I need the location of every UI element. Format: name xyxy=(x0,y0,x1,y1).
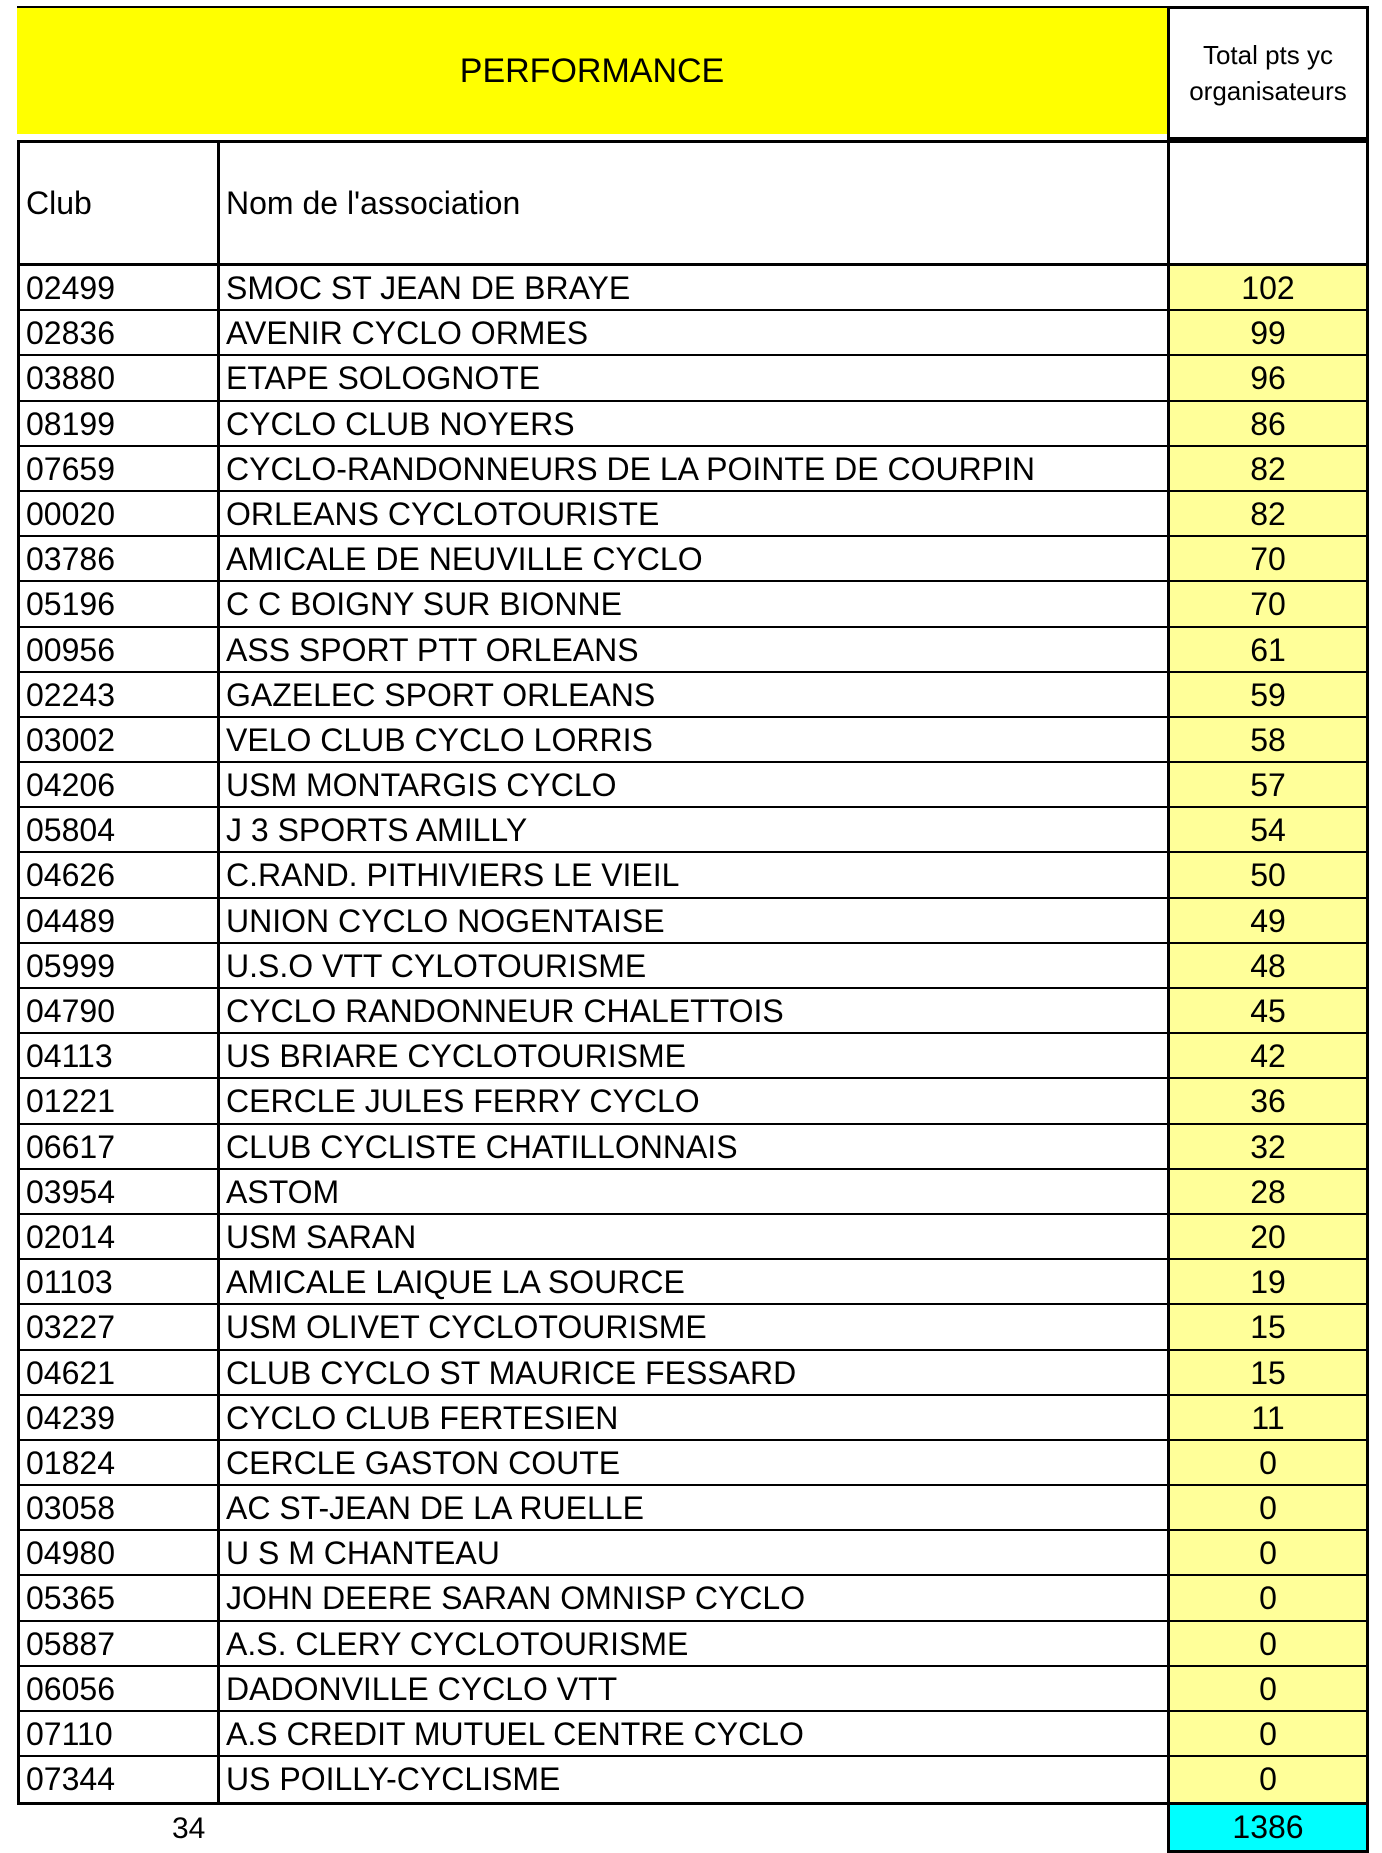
association-name-cell: ASS SPORT PTT ORLEANS xyxy=(220,628,1170,671)
club-code-cell: 06617 xyxy=(20,1125,220,1168)
table-row xyxy=(20,1125,1366,1170)
association-name-cell: U.S.O VTT CYLOTOURISME xyxy=(220,944,1170,987)
table-row xyxy=(20,1170,1366,1215)
total-points-header-line1: Total pts yc xyxy=(1202,40,1334,70)
association-name-cell: JOHN DEERE SARAN OMNISP CYCLO xyxy=(220,1576,1170,1619)
club-code-cell: 04980 xyxy=(20,1531,220,1574)
table-row xyxy=(20,718,1366,763)
club-code-cell: 05887 xyxy=(20,1622,220,1665)
association-name-cell: J 3 SPORTS AMILLY xyxy=(220,808,1170,851)
table-row xyxy=(20,266,1366,311)
club-code-cell: 04239 xyxy=(20,1396,220,1439)
association-name-cell: CYCLO CLUB NOYERS xyxy=(220,402,1170,445)
table-footer xyxy=(17,1805,1369,1853)
club-code-cell: 03002 xyxy=(20,718,220,761)
points-cell: 86 xyxy=(1170,402,1366,445)
column-header-name: Nom de l'association xyxy=(220,143,1170,263)
association-name-cell: CYCLO CLUB FERTESIEN xyxy=(220,1396,1170,1439)
club-code-cell: 01103 xyxy=(20,1260,220,1303)
club-code-cell: 05365 xyxy=(20,1576,220,1619)
table-row xyxy=(20,1351,1366,1396)
points-cell: 82 xyxy=(1170,447,1366,490)
club-code-cell: 01221 xyxy=(20,1079,220,1122)
club-code-cell: 05999 xyxy=(20,944,220,987)
table-row xyxy=(20,1260,1366,1305)
points-cell: 0 xyxy=(1170,1576,1366,1619)
points-cell: 50 xyxy=(1170,853,1366,896)
table-row xyxy=(20,311,1366,356)
association-name-cell: CYCLO RANDONNEUR CHALETTOIS xyxy=(220,989,1170,1032)
association-name-cell: AMICALE LAIQUE LA SOURCE xyxy=(220,1260,1170,1303)
association-name-cell: A.S CREDIT MUTUEL CENTRE CYCLO xyxy=(220,1712,1170,1755)
association-name-cell: CYCLO-RANDONNEURS DE LA POINTE DE COURPIN xyxy=(220,447,1170,490)
table-row xyxy=(20,1079,1366,1124)
table-row xyxy=(20,944,1366,989)
points-cell: 58 xyxy=(1170,718,1366,761)
association-name-cell: DADONVILLE CYCLO VTT xyxy=(220,1667,1170,1710)
club-code-cell: 02014 xyxy=(20,1215,220,1258)
table-row xyxy=(20,1396,1366,1441)
points-cell: 20 xyxy=(1170,1215,1366,1258)
table-row xyxy=(20,899,1366,944)
points-cell: 0 xyxy=(1170,1486,1366,1529)
club-code-cell: 07110 xyxy=(20,1712,220,1755)
club-code-cell: 03058 xyxy=(20,1486,220,1529)
points-cell: 11 xyxy=(1170,1396,1366,1439)
table-row xyxy=(20,356,1366,401)
club-code-cell: 03880 xyxy=(20,356,220,399)
club-code-cell: 04206 xyxy=(20,763,220,806)
points-cell: 42 xyxy=(1170,1034,1366,1077)
points-cell: 54 xyxy=(1170,808,1366,851)
club-code-cell: 08199 xyxy=(20,402,220,445)
table-row xyxy=(20,853,1366,898)
table-row xyxy=(20,447,1366,492)
table-row xyxy=(20,1305,1366,1350)
column-header-row xyxy=(17,140,1369,263)
table-row xyxy=(20,1486,1366,1531)
total-points-header xyxy=(1167,6,1369,140)
points-cell: 70 xyxy=(1170,537,1366,580)
points-cell: 0 xyxy=(1170,1531,1366,1574)
table-row xyxy=(20,537,1366,582)
points-total: 1386 xyxy=(1167,1805,1369,1853)
club-code-cell: 03786 xyxy=(20,537,220,580)
points-cell: 59 xyxy=(1170,673,1366,716)
table-row xyxy=(20,763,1366,808)
points-cell: 0 xyxy=(1170,1667,1366,1710)
association-name-cell: CLUB CYCLO ST MAURICE FESSARD xyxy=(220,1351,1170,1394)
table-row xyxy=(20,1441,1366,1486)
association-name-cell: ORLEANS CYCLOTOURISTE xyxy=(220,492,1170,535)
table-body xyxy=(17,263,1369,1805)
association-name-cell: AC ST-JEAN DE LA RUELLE xyxy=(220,1486,1170,1529)
table-row xyxy=(20,582,1366,627)
association-name-cell: USM SARAN xyxy=(220,1215,1170,1258)
association-name-cell: VELO CLUB CYCLO LORRIS xyxy=(220,718,1170,761)
points-cell: 0 xyxy=(1170,1622,1366,1665)
association-name-cell: SMOC ST JEAN DE BRAYE xyxy=(220,266,1170,309)
points-cell: 102 xyxy=(1170,266,1366,309)
points-cell: 70 xyxy=(1170,582,1366,625)
association-name-cell: USM OLIVET CYCLOTOURISME xyxy=(220,1305,1170,1348)
table-row xyxy=(20,808,1366,853)
association-name-cell: GAZELEC SPORT ORLEANS xyxy=(220,673,1170,716)
points-cell: 96 xyxy=(1170,356,1366,399)
table-title: PERFORMANCE xyxy=(17,6,1167,134)
association-name-cell: US BRIARE CYCLOTOURISME xyxy=(220,1034,1170,1077)
association-name-cell: UNION CYCLO NOGENTAISE xyxy=(220,899,1170,942)
table-row xyxy=(20,1622,1366,1667)
club-code-cell: 06056 xyxy=(20,1667,220,1710)
points-cell: 48 xyxy=(1170,944,1366,987)
association-name-cell: AVENIR CYCLO ORMES xyxy=(220,311,1170,354)
association-name-cell: US POILLY-CYCLISME xyxy=(220,1757,1170,1802)
table-row xyxy=(20,628,1366,673)
association-name-cell: ASTOM xyxy=(220,1170,1170,1213)
points-cell: 57 xyxy=(1170,763,1366,806)
club-code-cell: 02836 xyxy=(20,311,220,354)
club-code-cell: 02243 xyxy=(20,673,220,716)
club-count: 34 xyxy=(172,1812,206,1846)
association-name-cell: CERCLE GASTON COUTE xyxy=(220,1441,1170,1484)
club-code-cell: 02499 xyxy=(20,266,220,309)
points-cell: 32 xyxy=(1170,1125,1366,1168)
points-cell: 0 xyxy=(1170,1757,1366,1802)
points-cell: 0 xyxy=(1170,1441,1366,1484)
club-code-cell: 07344 xyxy=(20,1757,220,1802)
table-row xyxy=(20,1215,1366,1260)
club-code-cell: 00020 xyxy=(20,492,220,535)
club-code-cell: 03227 xyxy=(20,1305,220,1348)
table-row xyxy=(20,1757,1366,1802)
column-header-club: Club xyxy=(20,143,220,263)
association-name-cell: CERCLE JULES FERRY CYCLO xyxy=(220,1079,1170,1122)
association-name-cell: C C BOIGNY SUR BIONNE xyxy=(220,582,1170,625)
club-code-cell: 04790 xyxy=(20,989,220,1032)
club-code-cell: 04626 xyxy=(20,853,220,896)
club-code-cell: 04621 xyxy=(20,1351,220,1394)
points-cell: 15 xyxy=(1170,1305,1366,1348)
points-cell: 61 xyxy=(1170,628,1366,671)
association-name-cell: AMICALE DE NEUVILLE CYCLO xyxy=(220,537,1170,580)
table-row xyxy=(20,673,1366,718)
points-cell: 99 xyxy=(1170,311,1366,354)
total-points-header-line2: organisateurs xyxy=(1189,76,1347,106)
points-cell: 15 xyxy=(1170,1351,1366,1394)
club-code-cell: 04113 xyxy=(20,1034,220,1077)
points-cell: 0 xyxy=(1170,1712,1366,1755)
club-code-cell: 05804 xyxy=(20,808,220,851)
association-name-cell: A.S. CLERY CYCLOTOURISME xyxy=(220,1622,1170,1665)
club-code-cell: 05196 xyxy=(20,582,220,625)
points-cell: 49 xyxy=(1170,899,1366,942)
association-name-cell: C.RAND. PITHIVIERS LE VIEIL xyxy=(220,853,1170,896)
points-cell: 28 xyxy=(1170,1170,1366,1213)
club-code-cell: 07659 xyxy=(20,447,220,490)
association-name-cell: U S M CHANTEAU xyxy=(220,1531,1170,1574)
table-row xyxy=(20,402,1366,447)
table-header xyxy=(17,6,1369,140)
table-row xyxy=(20,492,1366,537)
table-row xyxy=(20,1034,1366,1079)
points-cell: 36 xyxy=(1170,1079,1366,1122)
table-row xyxy=(20,1667,1366,1712)
association-name-cell: CLUB CYCLISTE CHATILLONNAIS xyxy=(220,1125,1170,1168)
club-code-cell: 01824 xyxy=(20,1441,220,1484)
points-cell: 82 xyxy=(1170,492,1366,535)
association-name-cell: ETAPE SOLOGNOTE xyxy=(220,356,1170,399)
table-row xyxy=(20,1576,1366,1621)
club-code-cell: 00956 xyxy=(20,628,220,671)
performance-table xyxy=(17,6,1369,1853)
points-cell: 45 xyxy=(1170,989,1366,1032)
column-header-points xyxy=(1170,143,1366,263)
table-row xyxy=(20,989,1366,1034)
association-name-cell: USM MONTARGIS CYCLO xyxy=(220,763,1170,806)
club-code-cell: 03954 xyxy=(20,1170,220,1213)
table-row xyxy=(20,1712,1366,1757)
club-code-cell: 04489 xyxy=(20,899,220,942)
table-row xyxy=(20,1531,1366,1576)
points-cell: 19 xyxy=(1170,1260,1366,1303)
